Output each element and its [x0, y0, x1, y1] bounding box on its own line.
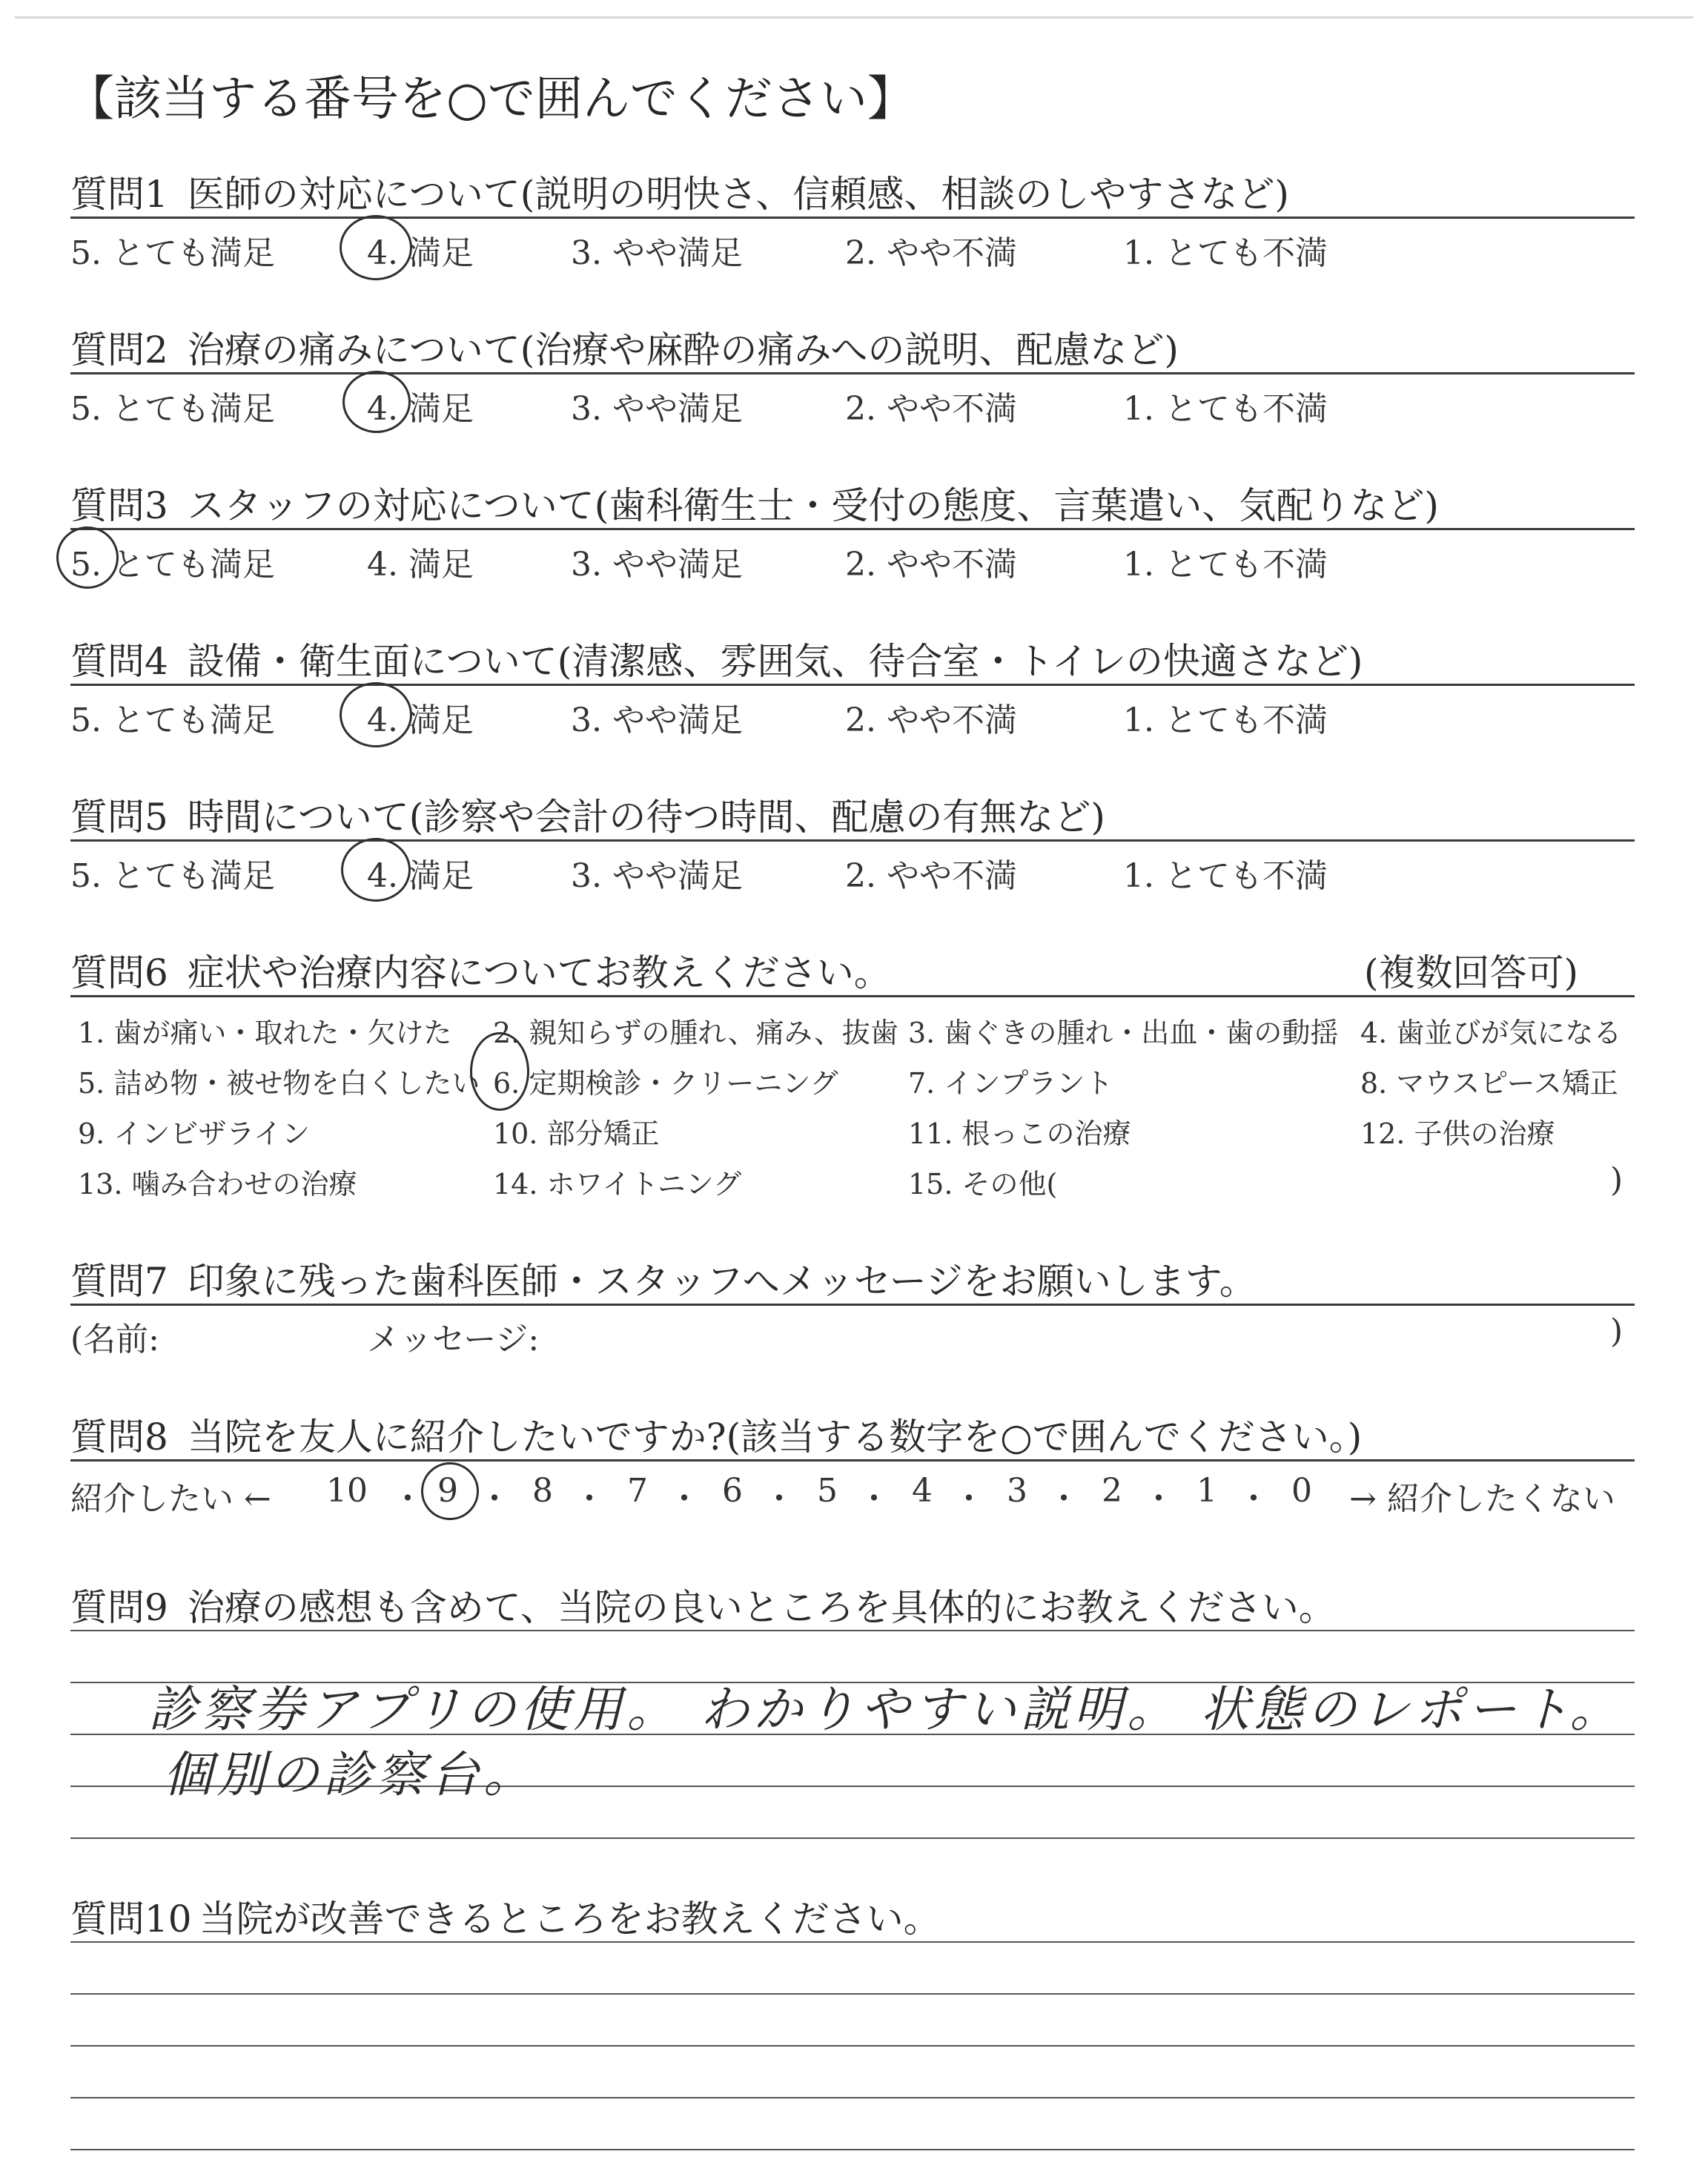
question-2-rule	[70, 372, 1635, 374]
q8-dot: ・	[953, 1480, 985, 1518]
q6-option-6[interactable]: 6. 定期検診・クリーニング	[493, 1067, 838, 1100]
q1-option-1[interactable]: 1. とても不満	[1123, 234, 1328, 272]
q6-option-15[interactable]: 15. その他(	[908, 1168, 1058, 1200]
q10-line-3	[70, 2045, 1635, 2047]
q8-selection-circle	[421, 1462, 479, 1520]
question-10	[70, 1889, 941, 1943]
q6-option-13[interactable]: 13. 噛み合わせの治療	[78, 1168, 357, 1200]
question-4-text: 設備・衛生面について(清潔感、雰囲気、待合室・トイレの快適さなど)	[187, 640, 1363, 683]
q1-selection-circle	[340, 215, 412, 280]
question-8-number: 質問8	[70, 1416, 168, 1459]
q5-option-3[interactable]: 3. やや満足	[571, 857, 743, 895]
q6-option-3[interactable]: 3. 歯ぐきの腫れ・出血・歯の動揺	[908, 1017, 1339, 1049]
q9-answer-line-1: 診察券アプリの使用。 わかりやすい説明。 状態のレポート。	[148, 1681, 1623, 1738]
q7-name-label: (名前:	[70, 1321, 159, 1358]
q2-option-2[interactable]: 2. やや不満	[845, 390, 1017, 428]
q8-score-2[interactable]: 2	[1102, 1472, 1122, 1510]
q4-option-1[interactable]: 1. とても不満	[1123, 701, 1328, 739]
question-4	[70, 632, 1363, 685]
q8-score-0[interactable]: 0	[1291, 1472, 1312, 1510]
question-2	[70, 320, 1179, 374]
question-4-number: 質問4	[70, 640, 168, 683]
question-8-rule	[70, 1459, 1635, 1462]
q6-option-8[interactable]: 8. マウスピース矯正	[1360, 1067, 1618, 1100]
q8-dot: ・	[1237, 1480, 1270, 1518]
q6-option-7[interactable]: 7. インプラント	[908, 1067, 1113, 1100]
question-6-text: 症状や治療内容についてお教えください。	[187, 951, 891, 994]
question-8	[70, 1407, 1362, 1461]
q6-option-1[interactable]: 1. 歯が痛い・取れた・欠けた	[78, 1017, 452, 1049]
question-7-number: 質問7	[70, 1260, 168, 1303]
q8-score-7[interactable]: 7	[627, 1472, 648, 1510]
question-5-text: 時間について(診察や会計の待つ時間、配慮の有無など)	[187, 796, 1105, 839]
q8-score-5[interactable]: 5	[817, 1472, 838, 1510]
question-3-text: スタッフの対応について(歯科衛生士・受付の態度、言葉遣い、気配りなど)	[187, 484, 1439, 527]
q8-dot: ・	[391, 1480, 424, 1518]
q10-line-2	[70, 1993, 1635, 1995]
q3-selection-circle	[56, 526, 119, 589]
question-6	[70, 943, 891, 997]
q5-selection-circle	[341, 838, 411, 902]
page-title: 【該当する番号を○で囲んでください】	[67, 72, 915, 127]
q6-selection-circle	[470, 1032, 529, 1111]
question-8-text: 当院を友人に紹介したいですか?(該当する数字を○で囲んでください。)	[187, 1416, 1363, 1459]
q2-option-3[interactable]: 3. やや満足	[571, 390, 743, 428]
q3-option-3[interactable]: 3. やや満足	[571, 546, 743, 584]
q8-score-6[interactable]: 6	[722, 1472, 743, 1510]
question-3	[70, 476, 1439, 529]
question-3-rule	[70, 528, 1635, 530]
q4-option-4[interactable]: 4. 満足	[367, 701, 474, 739]
q8-dot: ・	[763, 1480, 795, 1518]
q10-line-4	[70, 2097, 1635, 2098]
q8-dot: ・	[478, 1480, 511, 1518]
question-1-number: 質問1	[70, 173, 168, 216]
q1-option-3[interactable]: 3. やや満足	[571, 234, 743, 272]
q6-option-10[interactable]: 10. 部分矯正	[493, 1117, 660, 1150]
q5-option-2[interactable]: 2. やや不満	[845, 857, 1017, 895]
q2-selection-circle	[342, 371, 411, 433]
question-9-number: 質問9	[70, 1586, 168, 1629]
q8-score-1[interactable]: 1	[1196, 1472, 1217, 1510]
q6-option-5[interactable]: 5. 詰め物・被せ物を白くしたい	[78, 1067, 480, 1100]
q8-score-9[interactable]: 9	[437, 1472, 458, 1510]
q9-line-1	[70, 1630, 1635, 1631]
q3-option-4[interactable]: 4. 満足	[367, 546, 474, 584]
q10-line-1	[70, 1941, 1635, 1943]
question-9-text: 治療の感想も含めて、当院の良いところを具体的にお教えください。	[187, 1586, 1336, 1629]
q5-option-1[interactable]: 1. とても不満	[1123, 857, 1328, 895]
q4-selection-circle	[340, 682, 412, 747]
question-6-note: (複数回答可)	[1364, 951, 1579, 994]
q3-option-1[interactable]: 1. とても不満	[1123, 546, 1328, 584]
q7-message-label: メッセージ:	[367, 1321, 540, 1358]
q4-option-5[interactable]: 5. とても満足	[70, 701, 275, 739]
question-6-rule	[70, 995, 1635, 997]
q8-score-4[interactable]: 4	[912, 1472, 933, 1510]
question-1-rule	[70, 217, 1635, 219]
question-10-text: 当院が改善できるところをお教えください。	[199, 1898, 941, 1941]
q6-option-14[interactable]: 14. ホワイトニング	[493, 1168, 742, 1200]
question-2-text: 治療の痛みについて(治療や麻酔の痛みへの説明、配慮など)	[187, 328, 1179, 371]
q1-option-2[interactable]: 2. やや不満	[845, 234, 1017, 272]
q9-answer-line-2: 個別の診察台。	[163, 1746, 537, 1803]
question-7	[70, 1252, 1257, 1305]
question-9	[70, 1578, 1336, 1631]
q2-option-1[interactable]: 1. とても不満	[1123, 390, 1328, 428]
q8-dot: ・	[573, 1480, 606, 1518]
q6-option-2[interactable]: 2. 親知らずの腫れ、痛み、抜歯	[493, 1017, 898, 1049]
question-5	[70, 787, 1105, 841]
q5-option-4[interactable]: 4. 満足	[367, 857, 474, 895]
q9-line-5	[70, 1837, 1635, 1839]
question-3-number: 質問3	[70, 484, 168, 527]
q8-dot: ・	[668, 1480, 701, 1518]
q6-option-12[interactable]: 12. 子供の治療	[1360, 1117, 1555, 1150]
top-border	[15, 16, 1693, 19]
q6-option-4[interactable]: 4. 歯並びが気になる	[1360, 1017, 1622, 1049]
q3-option-5[interactable]: 5. とても満足	[70, 546, 275, 584]
q8-right-label: → 紹介したくない	[1349, 1480, 1615, 1518]
q8-score-10[interactable]: 10	[326, 1472, 368, 1510]
q6-option-9[interactable]: 9. インビザライン	[78, 1117, 311, 1150]
q4-option-2[interactable]: 2. やや不満	[845, 701, 1017, 739]
q8-dot: ・	[858, 1480, 890, 1518]
q6-option-11[interactable]: 11. 根っこの治療	[908, 1117, 1131, 1150]
question-1-text: 医師の対応について(説明の明快さ、信頼感、相談のしやすさなど)	[187, 173, 1289, 216]
q10-line-5	[70, 2149, 1635, 2150]
q1-option-5[interactable]: 5. とても満足	[70, 234, 275, 272]
question-10-number: 質問10	[70, 1898, 192, 1941]
q4-option-3[interactable]: 3. やや満足	[571, 701, 743, 739]
q2-option-5[interactable]: 5. とても満足	[70, 390, 275, 428]
question-7-rule	[70, 1304, 1635, 1306]
q8-dot: ・	[1142, 1480, 1175, 1518]
q8-score-8[interactable]: 8	[532, 1472, 553, 1510]
q7-close: )	[1610, 1312, 1623, 1350]
q8-left-label: 紹介したい ←	[70, 1480, 271, 1518]
q6-other-close: )	[1610, 1161, 1623, 1199]
q2-option-4[interactable]: 4. 満足	[367, 390, 474, 428]
question-5-number: 質問5	[70, 796, 168, 839]
q3-option-2[interactable]: 2. やや不満	[845, 546, 1017, 584]
q8-score-3[interactable]: 3	[1007, 1472, 1027, 1510]
q8-dot: ・	[1047, 1480, 1080, 1518]
question-1	[70, 165, 1289, 218]
q5-option-5[interactable]: 5. とても満足	[70, 857, 275, 895]
question-6-number: 質問6	[70, 951, 168, 994]
question-4-rule	[70, 684, 1635, 686]
question-2-number: 質問2	[70, 328, 168, 371]
question-7-text: 印象に残った歯科医師・スタッフへメッセージをお願いします。	[187, 1260, 1257, 1303]
q1-option-4[interactable]: 4. 満足	[367, 234, 474, 272]
question-5-rule	[70, 839, 1635, 842]
